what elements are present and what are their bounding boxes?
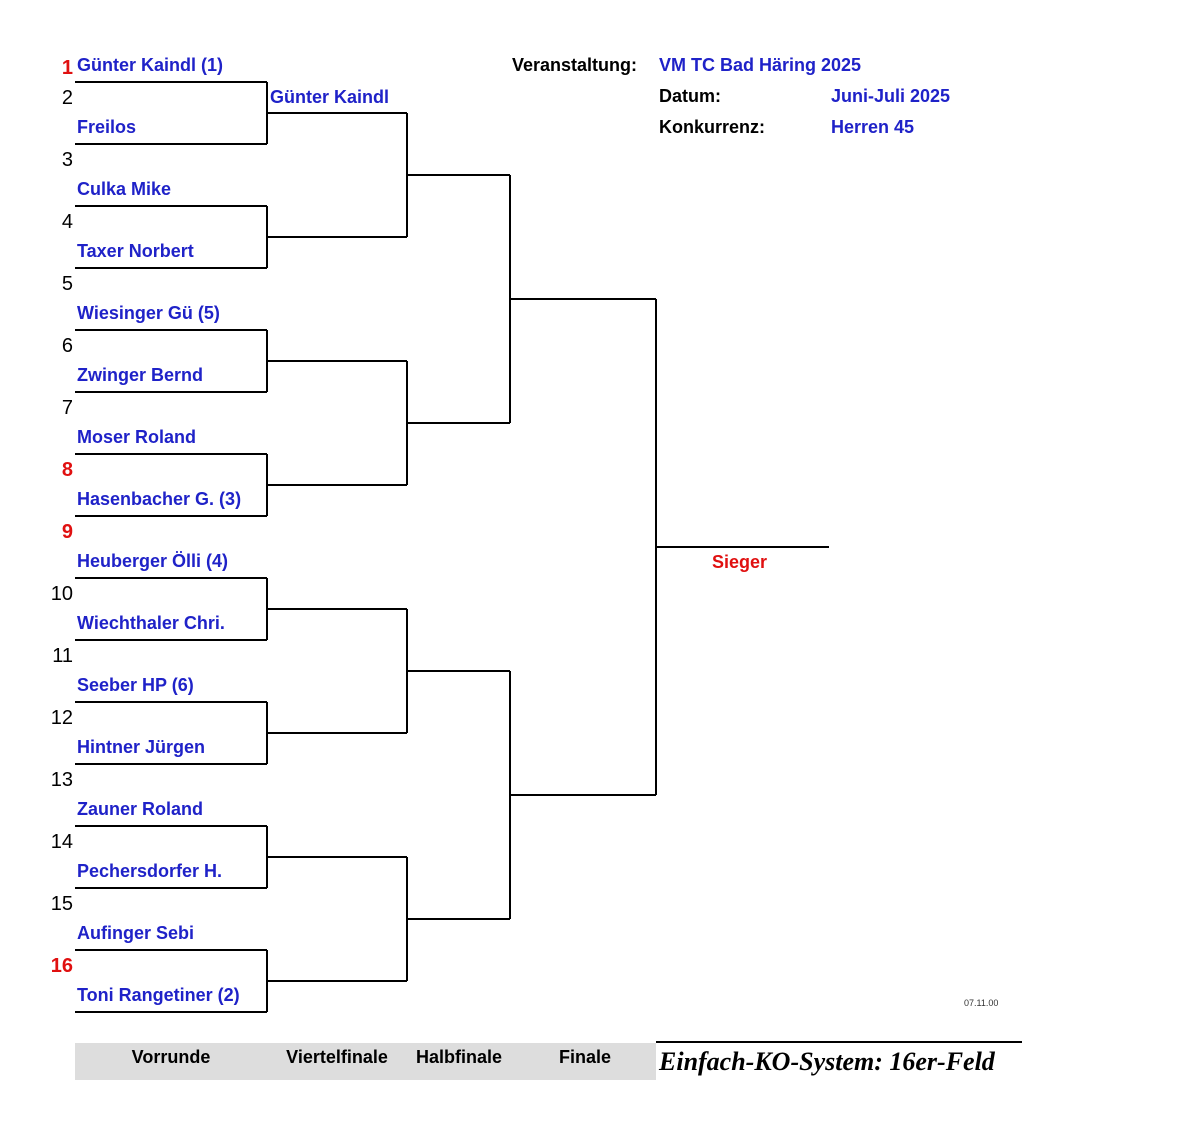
round-label-finale: Finale: [558, 1047, 611, 1067]
player-name: Zauner Roland: [77, 799, 204, 819]
player-name: Zwinger Bernd: [77, 365, 204, 385]
round-label-viertelfinale: Viertelfinale: [286, 1047, 388, 1067]
player-name: Günter Kaindl (1): [77, 55, 224, 75]
seed-number: 14: [50, 831, 73, 853]
seed-number: 10: [50, 583, 73, 605]
date-value: Juni-Juli 2025: [831, 86, 951, 106]
seed-number: 13: [50, 769, 73, 791]
player-name: Toni Rangetiner (2): [77, 985, 240, 1005]
seed-number: 12: [50, 707, 73, 729]
player-name: Seeber HP (6): [77, 675, 194, 695]
seed-number: 5: [61, 273, 73, 295]
winner-label: Sieger: [712, 552, 768, 572]
player-name: Hasenbacher G. (3): [77, 489, 242, 509]
round-label-halbfinale: Halbfinale: [415, 1047, 503, 1067]
seed-number: 2: [61, 87, 73, 109]
player-name: Pechersdorfer H.: [77, 861, 223, 881]
player-name: Freilos: [77, 117, 137, 137]
player-name: Moser Roland: [77, 427, 197, 447]
seed-number: 1: [61, 57, 73, 79]
seed-number: 9: [61, 521, 73, 543]
event-label: Veranstaltung:: [512, 55, 638, 75]
category-label: Konkurrenz:: [659, 117, 766, 137]
seed-number: 7: [61, 397, 73, 419]
player-name: Wiesinger Gü (5): [77, 303, 220, 323]
player-name: Taxer Norbert: [77, 241, 194, 261]
advanced-player: Günter Kaindl: [270, 87, 390, 107]
date-label: Datum:: [659, 86, 721, 106]
seed-number: 11: [52, 645, 73, 667]
player-name: Heuberger Ölli (4): [77, 551, 229, 571]
seed-number: 3: [61, 149, 73, 171]
player-name: Hintner Jürgen: [77, 737, 206, 757]
seed-number: 15: [50, 893, 73, 915]
seed-number: 16: [50, 955, 73, 977]
system-title: Einfach-KO-System: 16er-Feld: [659, 1047, 995, 1076]
player-name: Wiechthaler Chri.: [77, 613, 225, 633]
player-name: Aufinger Sebi: [77, 923, 195, 943]
seed-number: 8: [61, 459, 73, 481]
seed-number: 6: [61, 335, 73, 357]
seed-number: 4: [61, 211, 73, 233]
round-label-vorrunde: Vorrunde: [131, 1047, 211, 1067]
category-value: Herren 45: [831, 117, 915, 137]
print-date: 07.11.00: [964, 998, 999, 1008]
event-value: VM TC Bad Häring 2025: [659, 55, 862, 75]
player-name: Culka Mike: [77, 179, 172, 199]
